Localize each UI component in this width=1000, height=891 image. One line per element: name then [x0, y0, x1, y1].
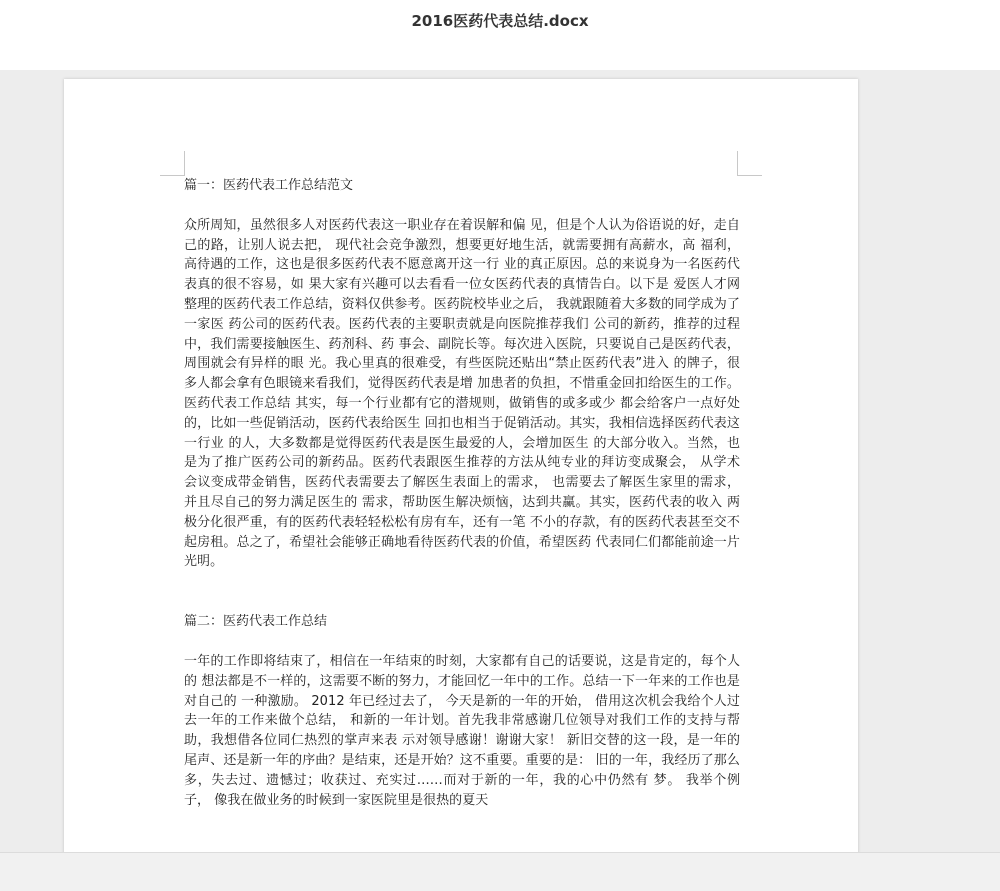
- document-page: [64, 79, 858, 852]
- margin-corner-top-left: [160, 151, 185, 176]
- margin-corner-top-right: [737, 151, 762, 176]
- document-viewer[interactable]: [0, 70, 1000, 852]
- section-1-heading: 篇一：医药代表工作总结范文: [184, 178, 354, 193]
- section-2-body: 一年的工作即将结束了，相信在一年结束的时刻，大家都有自己的话要说，这是肯定的，每个人的 想法都是不一样的，这需要不断的努力，才能回忆一年中的工作。总结一下一年来的工作也是对自己的 一种激励。 2012 年已经过去了， 今天是新的一年的开始， 借用这次机会我给个人过去一年的工作来做个总结， 和新的一年计划。首先我非常感谢几位领导对我们工作的支持与帮助，我想借各位同仁热烈的掌声来表 示对领导感谢！谢谢大家！ 新旧交替的这一段，是一年的尾声、还是新一年的序曲？是结束，还是开始？这不重要。重要的是： 旧的一年，我经历了那么多，失去过、遗憾过；收获过、充实过……而对于新的一年，我的心中仍然有 梦。 我举个例子， 像我在做业务的时候到一家医院里是很热的夏天: [184, 653, 740, 808]
- document-title: 2016医药代表总结.docx: [411, 12, 589, 30]
- page-content: [184, 176, 740, 810]
- title-bar: [0, 0, 1000, 70]
- section-2-heading: 篇二：医药代表工作总结: [184, 614, 328, 630]
- section-1-body: 众所周知，虽然很多人对医药代表这一职业存在着误解和偏 见，但是个人认为俗语说的好，走自己的路，让别人说去把， 现代社会竞争激烈，想要更好地生活，就需要拥有高薪水，高 福利，高待遇的工作，这也是很多医药代表不愿意离开这一行 业的真正原因。总的来说身为一名医药代表真的很不容易，如 果大家有兴趣可以去看看一位女医药代表的真情告白。以下是 爱医人才网整理的医药代表工作总结，资料仅供参考。医药院校毕业之后， 我就跟随着大多数的同学成为了一家医 药公司的医药代表。医药代表的主要职责就是向医院推荐我们 公司的新药，推荐的过程中，我们需要接触医生、药剂科、药 事会、副院长等。每次进入医院，只要说自己是医药代表，周围就会有异样的眼 光。我心里真的很难受，有些医院还贴出“禁止医药代表”进入 的牌子，很多人都会拿有色眼镜来看我们，觉得医药代表是增 加患者的负担，不惜重金回扣给医生的工作。 医药代表工作总结 其实，每一个行业都有它的潜规则，做销售的或多或少 都会给客户一点好处的，比如一些促销活动，医药代表给医生 回扣也相当于促销活动。其实，我相信选择医药代表这一行业 的人，大多数都是觉得医药代表是医生最爱的人，会增加医生 的大部分收入。当然，也是为了推广医药公司的新药品。医药代表跟医生推荐的方法从纯专业的拜访变成聚会， 从学术 会议变成带金销售，医药代表需要去了解医生表面上的需求， 也需要去了解医生家里的需求， 并且尽自己的努力满足医生的 需求，帮助医生解决烦恼，达到共赢。其实，医药代表的收入 两极分化很严重，有的医药代表轻轻松松有房有车，还有一笔 不小的存款，有的医药代表甚至交不起房租。总之了，希望社会能够正确地看待医药代表的价值，希望医药 代表同仁们都能前途一片光明。: [184, 217, 740, 570]
- bottom-bar: [0, 852, 1000, 891]
